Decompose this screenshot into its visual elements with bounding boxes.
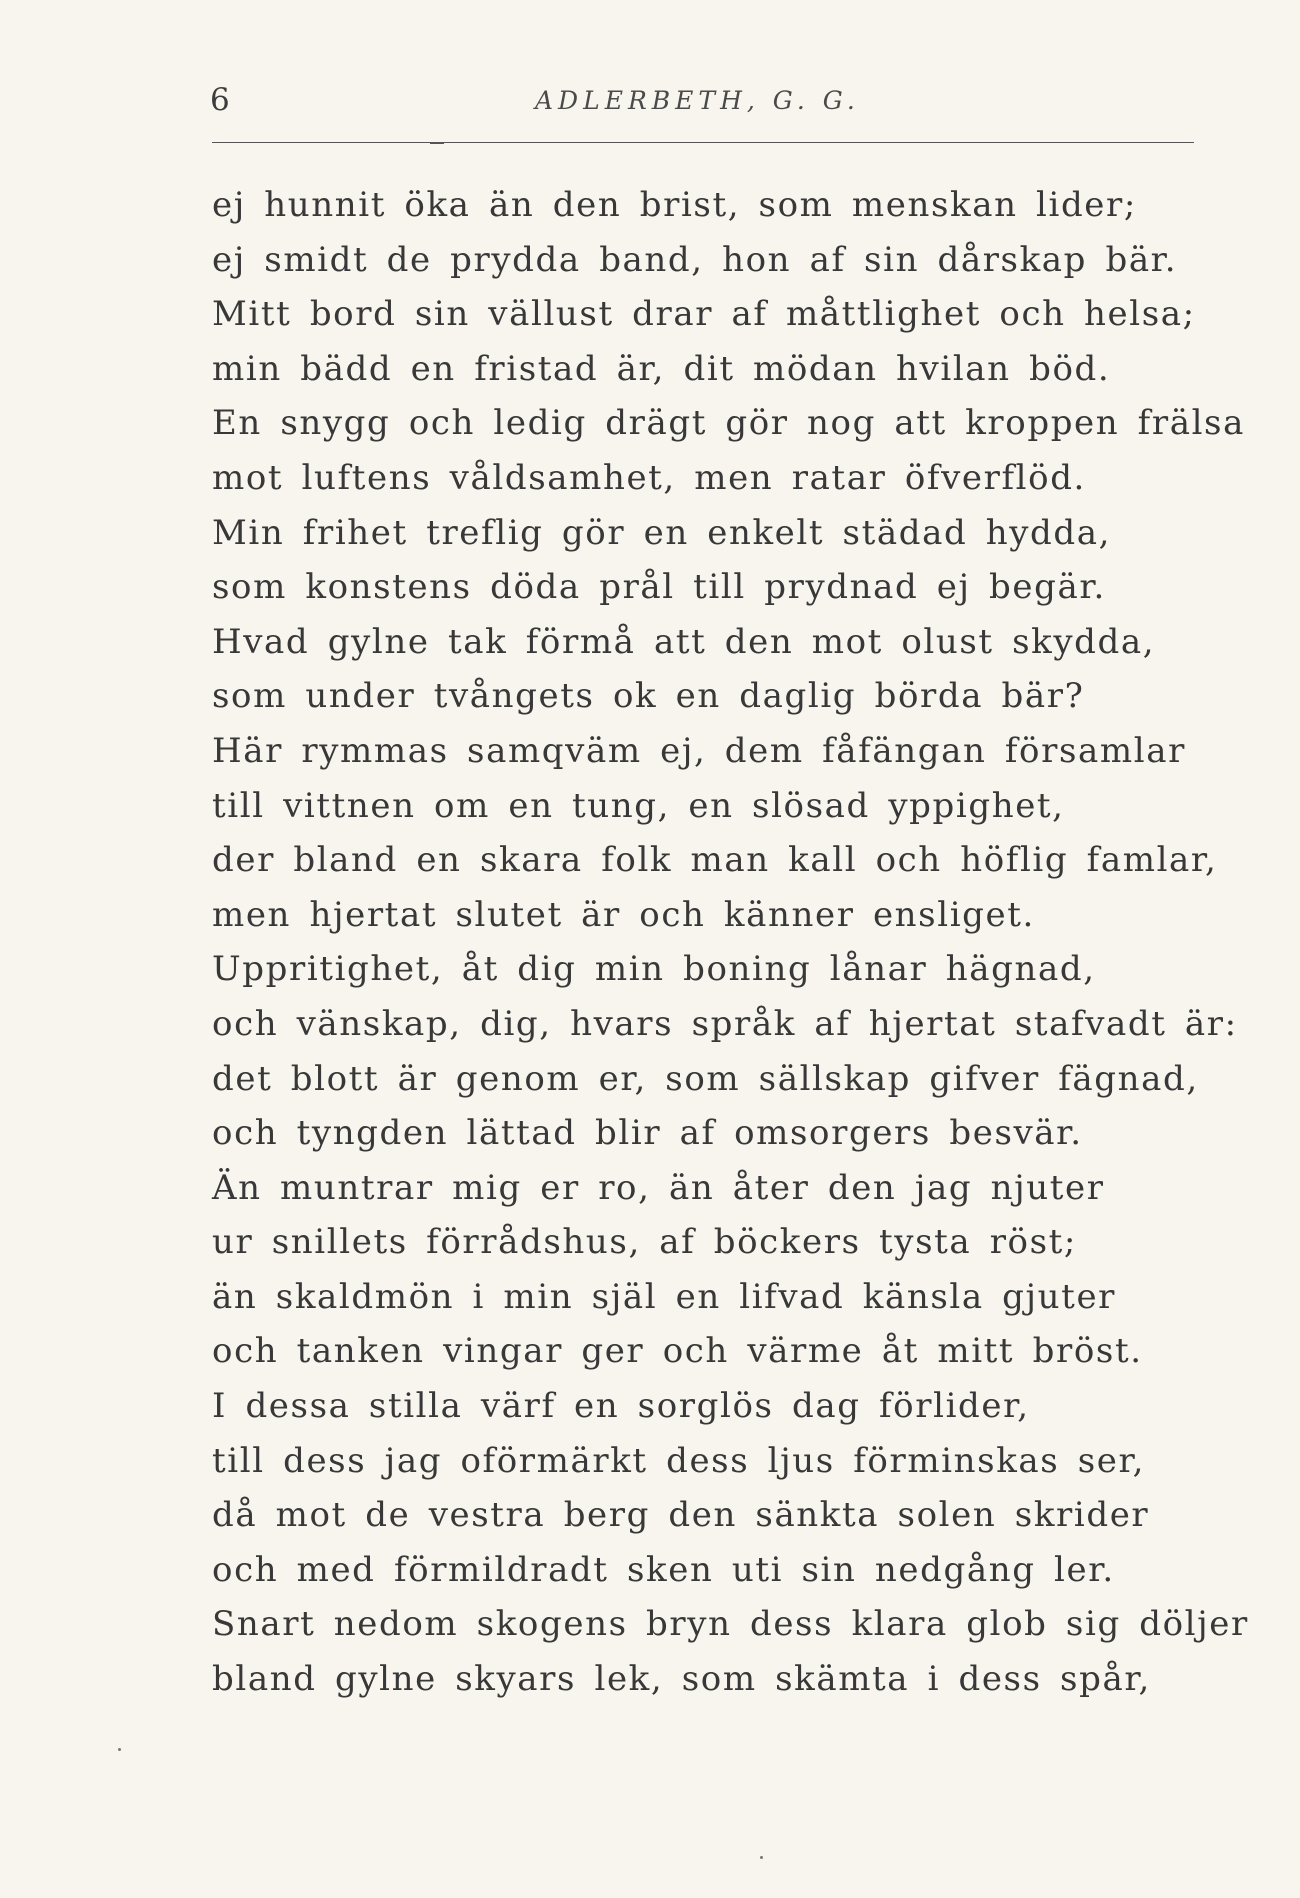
verse-line: der bland en skara folk man kall och höflig famlar, bbox=[212, 840, 1218, 881]
poem-body bbox=[212, 178, 1249, 1707]
verse-line: då mot de vestra berg den sänkta solen skrider bbox=[212, 1495, 1150, 1536]
verse-line: Än muntrar mig er ro, än åter den jag njuter bbox=[212, 1167, 1105, 1208]
verse-line: En snygg och ledig drägt gör nog att kroppen frälsa bbox=[212, 403, 1245, 444]
verse-line: ej hunnit öka än den brist, som menskan lider; bbox=[212, 185, 1137, 225]
verse-line: mot luftens våldsamhet, men ratar öfverflöd. bbox=[212, 457, 1086, 498]
verse-line: min bädd en fristad är, dit mödan hvilan böd. bbox=[212, 348, 1111, 389]
header-rule-ornament bbox=[430, 136, 444, 144]
verse-line: Mitt bord sin vällust drar af måttlighet och helsa; bbox=[212, 294, 1196, 335]
paper-speck bbox=[760, 1856, 763, 1859]
verse-line: bland gylne skyars lek, som skämta i dess spår, bbox=[212, 1659, 1151, 1700]
verse-line: Uppritighet, åt dig min boning lånar hägnad, bbox=[212, 949, 1096, 990]
verse-line: Här rymmas samqväm ej, dem fåfängan församlar bbox=[212, 730, 1186, 771]
page-number: 6 bbox=[210, 82, 231, 118]
verse-line: det blott är genom er, som sällskap gifver fägnad, bbox=[212, 1058, 1199, 1099]
verse-line: och med förmildradt sken uti sin nedgång ler. bbox=[212, 1549, 1115, 1590]
verse-line: som konstens döda prål till prydnad ej begär. bbox=[212, 567, 1106, 608]
verse-line: Min frihet treflig gör en enkelt städad hydda, bbox=[212, 512, 1112, 553]
verse-line: och vänskap, dig, hvars språk af hjertat stafvadt är: bbox=[212, 1003, 1238, 1044]
header-rule bbox=[212, 142, 1194, 143]
running-head: ADLERBETH, G. G. bbox=[535, 86, 860, 115]
verse-line: än skaldmön i min själ en lifvad känsla gjuter bbox=[212, 1276, 1117, 1317]
verse-line: till vittnen om en tung, en slösad yppighet, bbox=[212, 785, 1065, 826]
verse-line: ej smidt de prydda band, hon af sin dårskap bär. bbox=[212, 239, 1178, 280]
verse-line: I dessa stilla värf en sorglös dag förlider, bbox=[212, 1386, 1030, 1427]
verse-line: och tyngden lättad blir af omsorgers besvär. bbox=[212, 1113, 1083, 1154]
verse-line: men hjertat slutet är och känner ensliget. bbox=[212, 894, 1035, 935]
paper-speck bbox=[118, 1748, 121, 1751]
verse-line: Hvad gylne tak förmå att den mot olust skydda, bbox=[212, 621, 1156, 662]
verse-line: till dess jag oförmärkt dess ljus förminskas ser, bbox=[212, 1440, 1146, 1481]
verse-line: och tanken vingar ger och värme åt mitt bröst. bbox=[212, 1331, 1143, 1372]
verse-line: Snart nedom skogens bryn dess klara glob sig döljer bbox=[212, 1604, 1249, 1645]
verse-line: som under tvångets ok en daglig börda bär? bbox=[212, 676, 1085, 717]
verse-line: ur snillets förrådshus, af böckers tysta röst; bbox=[212, 1222, 1077, 1263]
